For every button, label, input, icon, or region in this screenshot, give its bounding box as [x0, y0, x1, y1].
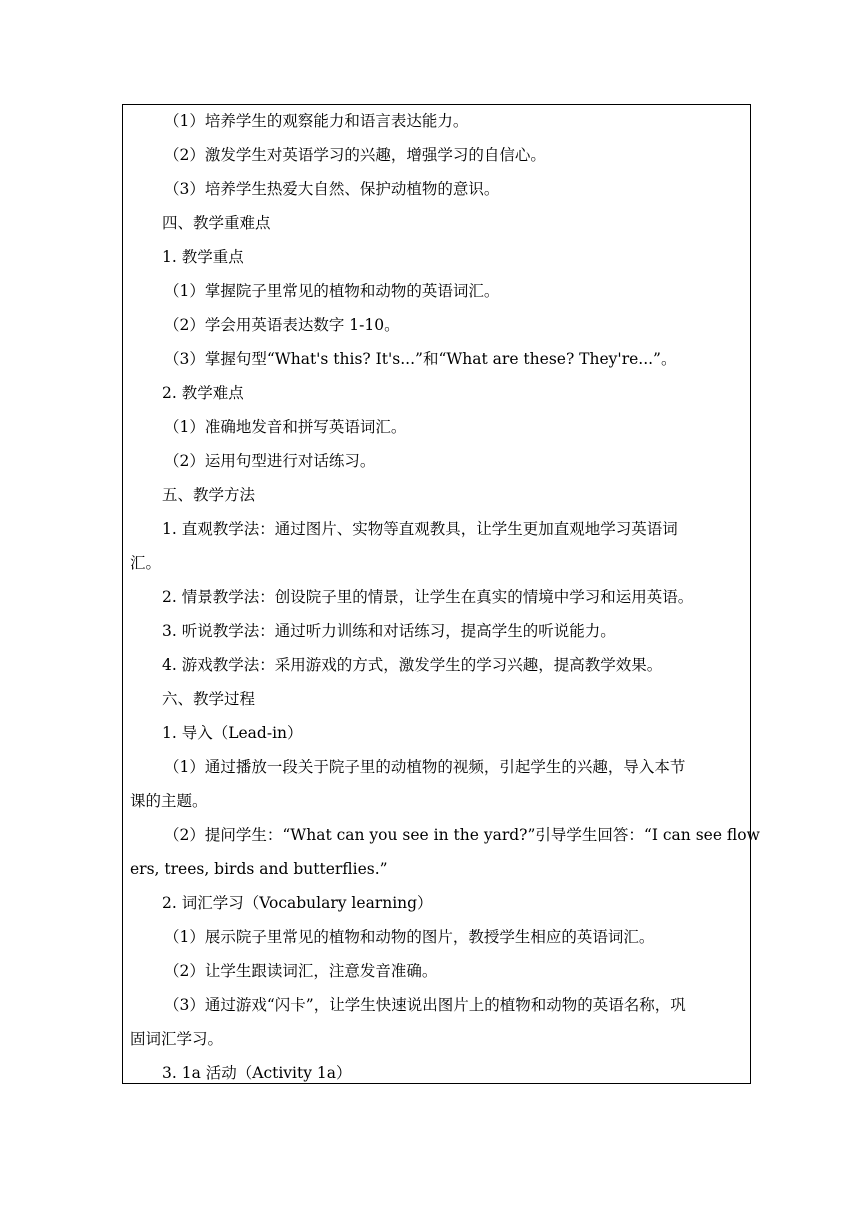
subsection-heading: 2. 词汇学习（Vocabulary learning） — [162, 894, 433, 912]
text-line: （1）掌握院子里常见的植物和动物的英语词汇。 — [164, 282, 500, 300]
section-heading: 六、教学过程 — [162, 690, 256, 708]
text-line: （2）运用句型进行对话练习。 — [164, 452, 376, 470]
text-line: （2）提问学生：“What can you see in the yard?”引导学生回答：“I can see flow — [164, 826, 760, 844]
subsection-heading: 1. 教学重点 — [162, 248, 244, 266]
text-line: 汇。 — [130, 554, 162, 572]
section-heading: 五、教学方法 — [162, 486, 256, 504]
text-line: 课的主题。 — [130, 792, 208, 810]
text-line: （3）通过游戏“闪卡”，让学生快速说出图片上的植物和动物的英语名称，巩 — [164, 996, 686, 1014]
text-line: ers, trees, birds and butterflies.” — [130, 860, 388, 878]
text-line: （1）准确地发音和拼写英语词汇。 — [164, 418, 407, 436]
text-line: 2. 情景教学法：创设院子里的情景，让学生在真实的情境中学习和运用英语。 — [162, 588, 694, 606]
text-line: （2）让学生跟读词汇，注意发音准确。 — [164, 962, 438, 980]
text-line: （2）学会用英语表达数字 1-10。 — [164, 316, 400, 334]
subsection-heading: 3. 1a 活动（Activity 1a） — [162, 1064, 352, 1082]
text-line: （3）培养学生热爱大自然、保护动植物的意识。 — [164, 180, 500, 198]
text-line: （3）掌握句型“What's this? It's...”和“What are these? They're...”。 — [164, 350, 677, 368]
text-line: （1）通过播放一段关于院子里的动植物的视频，引起学生的兴趣，导入本节 — [164, 758, 686, 776]
text-line: 固词汇学习。 — [130, 1030, 224, 1048]
section-heading: 四、教学重难点 — [162, 214, 271, 232]
text-line: （1）培养学生的观察能力和语言表达能力。 — [164, 112, 469, 130]
subsection-heading: 2. 教学难点 — [162, 384, 244, 402]
text-line: （1）展示院子里常见的植物和动物的图片，教授学生相应的英语词汇。 — [164, 928, 655, 946]
text-line: 3. 听说教学法：通过听力训练和对话练习，提高学生的听说能力。 — [162, 622, 616, 640]
subsection-heading: 1. 导入（Lead-in） — [162, 724, 303, 742]
text-line: 1. 直观教学法：通过图片、实物等直观教具，让学生更加直观地学习英语词 — [162, 520, 678, 538]
text-line: 4. 游戏教学法：采用游戏的方式，激发学生的学习兴趣，提高教学效果。 — [162, 656, 663, 674]
text-line: （2）激发学生对英语学习的兴趣，增强学习的自信心。 — [164, 146, 546, 164]
